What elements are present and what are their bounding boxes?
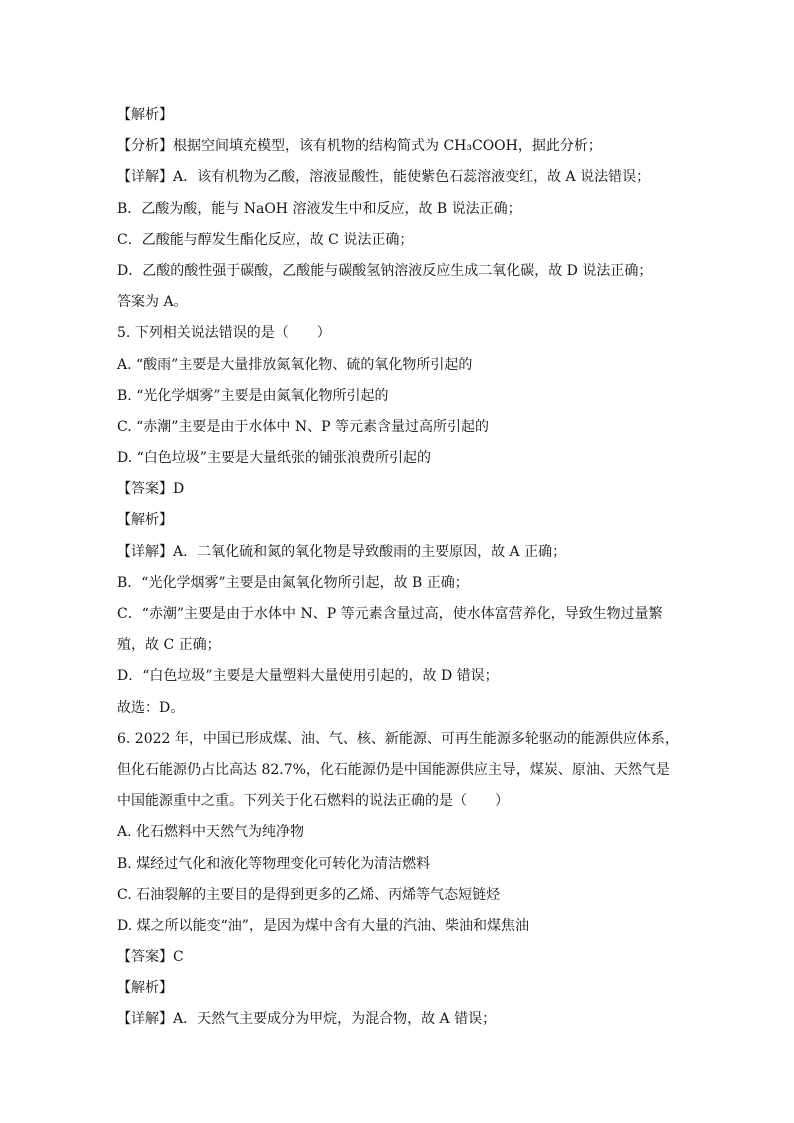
text-line: 【详解】A．该有机物为乙酸，溶液显酸性，能使紫色石蕊溶液变红，故 A 说法错误； [117, 169, 651, 186]
text-line: 【分析】根据空间填充模型，该有机物的结构简式为 CH₃COOH，据此分析； [117, 138, 602, 155]
document-page [117, 100, 677, 1036]
question-stem: 但化石能源仍占比高达 82.7%，化石能源仍是中国能源供应主导，煤炭、原油、天然气是 [117, 761, 670, 778]
option: D. 煤之所以能变“油”，是因为煤中含有大量的汽油、柴油和煤焦油 [117, 917, 529, 934]
text-line: 答案为 A。 [117, 294, 188, 311]
text-line: 【解析】 [117, 512, 173, 529]
text-line: D．乙酸的酸性强于碳酸，乙酸能与碳酸氢钠溶液反应生成二氧化碳，故 D 说法正确； [117, 262, 653, 279]
text-line: 【详解】A．二氧化硫和氮的氧化物是导致酸雨的主要原因，故 A 正确； [117, 543, 567, 560]
text-line: D．“白色垃圾”主要是大量塑料大量使用引起的，故 D 错误； [117, 668, 499, 685]
option: D. “白色垃圾”主要是大量纸张的铺张浪费所引起的 [117, 450, 431, 467]
text-line: B．“光化学烟雾”主要是由氮氧化物所引起，故 B 正确； [117, 574, 469, 591]
option: B. “光化学烟雾”主要是由氮氧化物所引起的 [117, 387, 389, 404]
text-line: 殖，故 C 正确； [117, 637, 221, 654]
option: A. 化石燃料中天然气为纯净物 [117, 824, 305, 841]
text-line: 【解析】 [117, 107, 173, 123]
question-stem: 中国能源重中之重。下列关于化石燃料的说法正确的是（ ） [117, 793, 509, 810]
text-line: 【解析】 [117, 980, 173, 997]
answer-line: 【答案】C [117, 949, 184, 966]
option: B. 煤经过气化和液化等物理变化可转化为清洁燃料 [117, 855, 431, 872]
text-line: B．乙酸为酸，能与 NaOH 溶液发生中和反应，故 B 说法正确； [117, 200, 522, 217]
option: A. “酸雨”主要是大量排放氮氧化物、硫的氧化物所引起的 [117, 356, 473, 373]
text-line: 故选：D。 [117, 699, 185, 716]
text-line: 【详解】A．天然气主要成分为甲烷，为混合物，故 A 错误； [117, 1011, 497, 1028]
text-line: C．乙酸能与醇发生酯化反应，故 C 说法正确； [117, 231, 414, 248]
text-line: C．“赤潮”主要是由于水体中 N、P 等元素含量过高，使水体富营养化，导致生物过量繁 [117, 606, 663, 622]
answer-line: 【答案】D [117, 481, 185, 498]
question-stem: 6. 2022 年，中国已形成煤、油、气、核、新能源、可再生能源多轮驱动的能源供应体系， [117, 730, 679, 747]
option: C. “赤潮”主要是由于水体中 N、P 等元素含量过高所引起的 [117, 418, 489, 435]
option: C. 石油裂解的主要目的是得到更多的乙烯、丙烯等气态短链烃 [117, 886, 501, 903]
question-stem: 5. 下列相关说法错误的是（ ） [117, 325, 331, 342]
